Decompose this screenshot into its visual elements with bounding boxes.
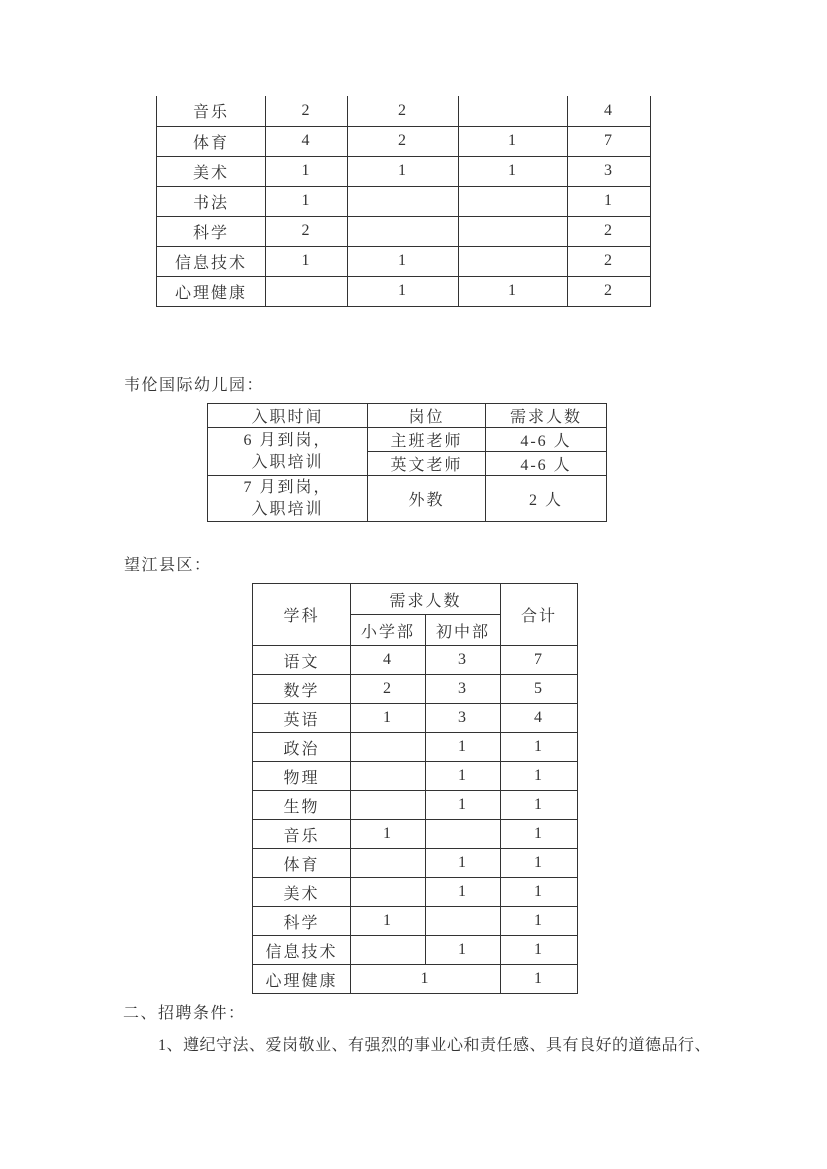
primary-cell: 2 xyxy=(351,675,426,704)
total-cell: 5 xyxy=(501,675,578,704)
subject-cell: 书法 xyxy=(157,186,266,216)
table-row xyxy=(157,126,651,156)
total-cell: 1 xyxy=(501,965,578,994)
total-cell: 4 xyxy=(568,96,651,126)
header-cell-primary: 小学部 xyxy=(351,615,426,646)
table-row xyxy=(208,476,607,522)
junior-cell: 1 xyxy=(426,762,501,791)
table-row xyxy=(157,246,651,276)
june-time-line2: 入职培训 xyxy=(251,453,324,471)
total-cell: 2 xyxy=(568,246,651,276)
subject-cell: 英语 xyxy=(253,704,351,733)
primary-cell xyxy=(351,878,426,907)
value-cell: 1 xyxy=(459,126,568,156)
subject-demand-table-continuation xyxy=(156,96,651,307)
table-row xyxy=(253,936,578,965)
total-cell: 2 xyxy=(568,216,651,246)
table-row xyxy=(253,907,578,936)
subject-cell: 美术 xyxy=(157,156,266,186)
primary-cell: 1 xyxy=(351,704,426,733)
primary-cell xyxy=(351,791,426,820)
total-cell: 1 xyxy=(501,733,578,762)
junior-cell: 3 xyxy=(426,646,501,675)
value-cell: 2 xyxy=(266,216,348,246)
value-cell: 1 xyxy=(266,156,348,186)
junior-cell xyxy=(426,820,501,849)
value-cell xyxy=(459,96,568,126)
kindergarten-recruit-table xyxy=(207,403,607,522)
subject-cell: 心理健康 xyxy=(157,276,266,306)
subject-cell: 政治 xyxy=(253,733,351,762)
post-cell: 外教 xyxy=(368,476,486,522)
table-row xyxy=(208,428,607,452)
total-cell: 1 xyxy=(501,878,578,907)
value-cell: 1 xyxy=(459,276,568,306)
kindergarten-section-label: 韦伦国际幼儿园： xyxy=(124,377,265,394)
post-cell: 英文老师 xyxy=(368,452,486,476)
value-cell: 1 xyxy=(348,246,459,276)
count-cell: 4-6 人 xyxy=(486,452,607,476)
junior-cell: 3 xyxy=(426,704,501,733)
wangjiang-demand-table xyxy=(252,583,578,994)
junior-cell: 1 xyxy=(426,849,501,878)
header-cell-subject: 学科 xyxy=(253,584,351,646)
value-cell: 1 xyxy=(266,246,348,276)
header-cell-post: 岗位 xyxy=(368,404,486,428)
junior-cell: 1 xyxy=(426,878,501,907)
value-cell: 4 xyxy=(266,126,348,156)
june-time-cell xyxy=(208,428,368,476)
table-row xyxy=(253,878,578,907)
subject-cell: 语文 xyxy=(253,646,351,675)
table-row xyxy=(253,762,578,791)
value-cell xyxy=(459,186,568,216)
value-cell xyxy=(266,276,348,306)
total-cell: 1 xyxy=(568,186,651,216)
junior-cell: 1 xyxy=(426,733,501,762)
subject-cell: 科学 xyxy=(253,907,351,936)
table-row xyxy=(157,276,651,306)
primary-cell: 4 xyxy=(351,646,426,675)
subject-cell: 心理健康 xyxy=(253,965,351,994)
value-cell: 1 xyxy=(348,156,459,186)
value-cell xyxy=(348,186,459,216)
value-cell xyxy=(459,246,568,276)
value-cell: 2 xyxy=(348,96,459,126)
subject-cell: 信息技术 xyxy=(157,246,266,276)
value-cell xyxy=(348,216,459,246)
july-time-line2: 入职培训 xyxy=(251,500,324,518)
header-row-1 xyxy=(253,584,578,615)
value-cell: 2 xyxy=(348,126,459,156)
combined-demand-cell: 1 xyxy=(351,965,501,994)
table-row xyxy=(253,704,578,733)
primary-cell xyxy=(351,762,426,791)
table-row xyxy=(253,733,578,762)
july-time-cell xyxy=(208,476,368,522)
table-row xyxy=(253,646,578,675)
subject-cell: 体育 xyxy=(253,849,351,878)
table-row xyxy=(157,216,651,246)
subject-cell: 美术 xyxy=(253,878,351,907)
table-row xyxy=(157,96,651,126)
subject-cell: 物理 xyxy=(253,762,351,791)
junior-cell: 1 xyxy=(426,791,501,820)
post-cell: 主班老师 xyxy=(368,428,486,452)
july-time-line1: 7 月到岗， xyxy=(243,478,332,496)
value-cell: 1 xyxy=(348,276,459,306)
junior-cell: 3 xyxy=(426,675,501,704)
value-cell: 1 xyxy=(459,156,568,186)
primary-cell: 1 xyxy=(351,820,426,849)
total-cell: 1 xyxy=(501,907,578,936)
total-cell: 1 xyxy=(501,936,578,965)
total-cell: 1 xyxy=(501,820,578,849)
table-row xyxy=(157,186,651,216)
table-row xyxy=(253,849,578,878)
subject-cell: 数学 xyxy=(253,675,351,704)
table-row xyxy=(253,791,578,820)
primary-cell xyxy=(351,936,426,965)
table-row-merged xyxy=(253,965,578,994)
header-cell-total: 合计 xyxy=(501,584,578,646)
primary-cell xyxy=(351,849,426,878)
primary-cell: 1 xyxy=(351,907,426,936)
total-cell: 3 xyxy=(568,156,651,186)
subject-cell: 音乐 xyxy=(157,96,266,126)
junior-cell: 1 xyxy=(426,936,501,965)
table-row xyxy=(253,820,578,849)
value-cell: 2 xyxy=(266,96,348,126)
header-cell-count: 需求人数 xyxy=(486,404,607,428)
header-cell-junior: 初中部 xyxy=(426,615,501,646)
value-cell: 1 xyxy=(266,186,348,216)
table-row xyxy=(157,156,651,186)
value-cell xyxy=(459,216,568,246)
subject-cell: 体育 xyxy=(157,126,266,156)
total-cell: 1 xyxy=(501,791,578,820)
total-cell: 4 xyxy=(501,704,578,733)
condition-item-1: 1、遵纪守法、爱岗敬业、有强烈的事业心和责任感、具有良好的道德品行、 xyxy=(158,1037,712,1054)
subject-cell: 生物 xyxy=(253,791,351,820)
count-cell: 4-6 人 xyxy=(486,428,607,452)
header-cell-demand: 需求人数 xyxy=(351,584,501,615)
total-cell: 2 xyxy=(568,276,651,306)
total-cell: 1 xyxy=(501,849,578,878)
table-row xyxy=(253,675,578,704)
subject-cell: 音乐 xyxy=(253,820,351,849)
section2-heading: 二、招聘条件： xyxy=(123,1005,246,1022)
junior-cell xyxy=(426,907,501,936)
total-cell: 1 xyxy=(501,762,578,791)
primary-cell xyxy=(351,733,426,762)
wangjiang-section-label: 望江县区： xyxy=(124,557,212,574)
june-time-line1: 6 月到岗， xyxy=(243,431,332,449)
total-cell: 7 xyxy=(568,126,651,156)
header-row xyxy=(208,404,607,428)
subject-cell: 信息技术 xyxy=(253,936,351,965)
count-cell: 2 人 xyxy=(486,476,607,522)
header-cell-time: 入职时间 xyxy=(208,404,368,428)
total-cell: 7 xyxy=(501,646,578,675)
subject-cell: 科学 xyxy=(157,216,266,246)
